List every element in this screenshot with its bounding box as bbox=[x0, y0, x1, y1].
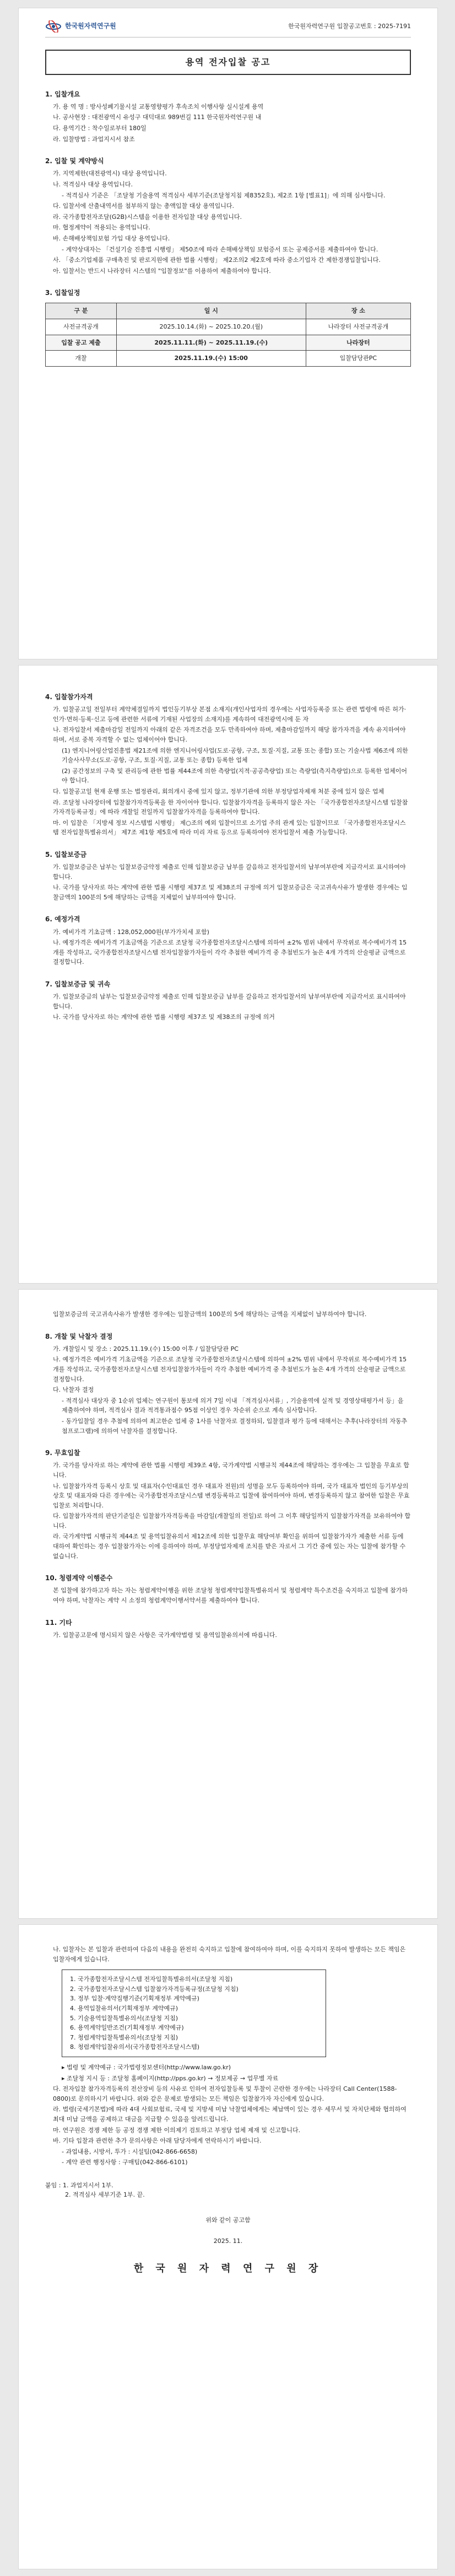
text-line: 라. 국가종합전자조달(G2B)시스템을 이용한 전자입찰 대상 용역입니다. bbox=[53, 213, 242, 221]
text-line: 다. 입찰참가자격의 판단기준일은 입찰참가자격등록을 마감일(개찰일의 전일)로 하여 그 이후 해당일까지 입찰참가자격을 보유하여야 합니다. bbox=[53, 1512, 411, 1530]
text-line: 아. 입찰서는 반드시 나라장터 시스템의 "입찰정보"를 이용하여 제출하여야 합니다. bbox=[53, 267, 271, 275]
text-line: 나. 전자입찰서 제출마감일 전일까지 아래의 같은 자격조건을 모두 만족하여야 하며, 제출마감일까지 해당 참가자격을 계속 유지하여야 하며, 서로 중복 자격할 수 없는 업체이어야 합니다. bbox=[53, 726, 406, 743]
text-line: 가. 지역제한(대전광역시) 대상 용역입니다. bbox=[53, 170, 167, 178]
notice-number: 한국원자력연구원 입찰공고번호 : 2025-7191 bbox=[288, 23, 411, 30]
list-item: 4. 용역입찰유의서(기획재정부 계약예규) bbox=[70, 2004, 178, 2012]
text-line: 바. 기타 입찰과 관련한 추가 문의사항은 아래 담당자에게 연락하시기 바랍니다. bbox=[53, 2137, 262, 2145]
attachment-line: 붙임 : 1. 과업지시서 1부. bbox=[45, 2181, 113, 2189]
text-line: 나. 입찰참가자격 등록시 상호 및 대표자(수인대표인 경우 대표자 전원)의 성명을 모두 등록하여야 하며, 국가 대표자 법인의 등기부상의 상호 및 대표자와 다른 경우에는 국가종합전자조달시스템 변경등록하고 입찰에 참여하여야 하며, 변경등록하지 않고 참여한 입찰은 무효입찰로 처리합니다. bbox=[53, 1482, 410, 1509]
section-heading: 5. 입찰보증금 bbox=[45, 850, 87, 858]
text-line: 나. 국가를 당사자로 하는 계약에 관한 법률 시행령 제37조 및 제38조의 규정에 의거 bbox=[53, 1013, 275, 1021]
text-line: 마. 협정계약이 적용되는 용역입니다. bbox=[53, 224, 150, 232]
text-line: 마. 이 입찰은 「지방세 정보 시스템법 시행령」 제○조의 예외 입찰이므로 소기업 주의 관계 있는 입찰이므로 「국가종합전자조달시스템 전자입찰특별유의서」 제7조 제1항 제5호에 따라 미리 자료 등으로 등록하여야 전자입찰서 제출 가능합니다. bbox=[53, 819, 406, 836]
text-line: ▸ 법령 및 계약예규 : 국가법령정보센터(http://www.law.go.kr) bbox=[62, 2063, 231, 2071]
text-line: 다. 입찰공고일 현재 운행 또는 법정관리, 회의개시 중에 있지 않고, 정부기관에 의한 부정당업자제재 처분 중에 있지 않은 업체 bbox=[53, 787, 384, 795]
text-line: 마. 연구원은 경쟁 제한 등 공정 경쟁 제한 이의제기 검토하고 부정당 업체 제재 및 신고합니다. bbox=[53, 2126, 301, 2134]
page-header bbox=[45, 20, 411, 37]
text-line: 라. 법령(국세기본법)에 따라 4대 사회보험료, 국세 및 지방세 미납 낙찰업체에게는 체납액이 있는 경우 세무서 및 자치단체와 협의하여 최대 미납 금액을 공제하고 대금을 지급할 수 있음을 알려드립니다. bbox=[53, 2106, 407, 2123]
institution-name: 한 국 원 자 력 연 구 원 장 bbox=[133, 2263, 323, 2275]
attachments bbox=[45, 2181, 411, 2200]
table-cell: 2025.11.11.(화) ~ 2025.11.19.(수) bbox=[116, 335, 306, 351]
text-line: - 동가입찰일 경우 추첨에 의하여 최고한순 업체 중 1사를 낙찰자로 결정하되, 입찰결과 평가 등에 대해서는 추후(나라장터의 자동추첨프로그램)에 의하여 낙찰자를 결정합니다. bbox=[62, 1417, 408, 1435]
text-line: (2) 공간정보의 구축 및 관리등에 관한 법률 제44조에 의한 측량업(지적·공공측량업) 또는 측량업(측지측량업)으로 등록한 업체이어야 합니다. bbox=[62, 767, 407, 785]
document-page-2 bbox=[18, 665, 438, 1284]
text-line: - 계약상대자는 「건설기술 진흥법 시행령」 제50조에 따라 손해배상책임 보험증서 또는 공제증서를 제출하여야 합니다. bbox=[62, 245, 378, 253]
table-row bbox=[46, 335, 411, 351]
text-line: 사. 「중소기업제품 구매촉진 및 판로지원에 관한 법률 시행령」 제2조의2 제2호에 따라 중소기업자 간 제한경쟁입찰입니다. bbox=[53, 256, 381, 264]
document-page-1 bbox=[18, 8, 438, 659]
text-line: - 과업내용, 시방서, 투가 : 시설팀(042-866-6658) bbox=[62, 2148, 198, 2155]
text-line: 가. 입찰보증금의 납부는 입찰보증금약정 제출로 인해 입찰보증금 납부를 갈음하고 전자입찰서의 납부여부란에 지급각서로 표시하여야 합니다. bbox=[53, 993, 406, 1010]
text-line: 가. 입찰공고일 전일부터 계약체결일까지 법인등기부상 본점 소재지(개인사업자의 경우에는 사업자등록증 또는 관련 법령에 따른 허가·인가·면허·등록·신고 등에 관련한 서류에 기재된 사업장의 소재지)를 계속하여 대전광역시에 둔 자 bbox=[53, 706, 407, 723]
list-item: 3. 정부 입찰·계약집행기준(기획재정부 계약예규) bbox=[70, 1995, 199, 2003]
table-cell: 나라장터 사전규격공개 bbox=[306, 319, 410, 335]
schedule-table bbox=[45, 303, 411, 366]
text-line: 다. 입찰서에 산출내역서를 첨부하지 않는 총액입찰 대상 용역입니다. bbox=[53, 202, 234, 210]
attachment-line: 2. 적격심사 세부기준 1부. 끝. bbox=[65, 2191, 145, 2199]
page-title: 용역 전자입찰 공고 bbox=[45, 50, 411, 75]
section-heading: 7. 입찰보증금 및 귀속 bbox=[45, 980, 111, 989]
list-item: 2. 국가종합전자조달시스템 입찰참가자격등록규정(조달청 지침) bbox=[70, 1985, 239, 1993]
text-line: 가. 용 역 명 : 방사성폐기물시설 교통영향평가 후속조치 이행사항 실시설계 용역 bbox=[53, 103, 264, 110]
text-line: 나. 국가를 당사자로 하는 계약에 관한 법률 시행령 제37조 및 제38조의 규정에 의거 입찰보증금은 국고귀속사유가 발생한 경우에는 입찰금액의 100분의 5에 해당하는 금액을 지체없이 납부하여야 합니다. bbox=[53, 884, 408, 901]
table-cell: 사전규격공개 bbox=[46, 319, 117, 335]
section-heading: 1. 입찰개요 bbox=[45, 90, 80, 98]
document-page-4 bbox=[18, 1924, 438, 2569]
text-line: 나. 예정가격은 예비가격 기초금액을 기준으로 조달청 국가종합전자조달시스템에 의하여 ±2% 범위 내에서 무작위로 복수예비가격 15개를 작성하고, 국가종합전자조달시스템 전자입찰참가자들이 각각 추첨한 예비가격 중 추첨빈도가 높은 4개 가격의 산술평균 금액으로 결정합니다. bbox=[53, 1356, 407, 1383]
section-heading: 2. 입찰 및 계약방식 bbox=[45, 157, 104, 165]
text-line: (1) 엔지니어링산업진흥법 제21조에 의한 엔지니어링사업(도로·공항, 구조, 토질·지질, 교통 또는 종합) 또는 기술사법 제6조에 의한 기술사사무소(도로·공항, 구조, 토질·지질, 교통 또는 종합) 등록한 업체 bbox=[62, 747, 408, 764]
list-item: 7. 청렴계약입찰특별유의서(조달청 지침) bbox=[70, 2033, 178, 2041]
text-line: 가. 입찰공고문에 명시되지 않은 사항은 국가계약법령 및 용역입찰유의서에 따릅니다. bbox=[53, 1631, 277, 1639]
text-line: 다. 낙찰자 결정 bbox=[53, 1386, 94, 1394]
list-item: 1. 국가종합전자조달시스템 전자입찰특별유의서(조달청 지침) bbox=[70, 1976, 233, 1983]
col-header: 구 분 bbox=[46, 303, 117, 319]
text-line: ▸ 조달청 지시 등 : 조달청 홈페이지(http://pps.go.kr) → 정보제공 → 업무별 자료 bbox=[62, 2074, 279, 2082]
section-heading: 3. 입찰일정 bbox=[45, 289, 80, 297]
closing-date: 2025. 11. bbox=[213, 2237, 243, 2245]
text-line: - 적격심사 기준은 「조달청 기술용역 적격심사 세부기준(조달청지침 제8352호), 제2조 1항 [별표1]」에 의해 심사합니다. bbox=[62, 191, 386, 199]
table-cell: 2025.10.14.(화) ~ 2025.10.20.(월) bbox=[116, 319, 306, 335]
table-row bbox=[46, 319, 411, 335]
table-cell: 2025.11.19.(수) 15:00 bbox=[116, 351, 306, 367]
text-line: 나. 예정가격은 예비가격 기초금액을 기준으로 조달청 국가종합전자조달시스템에 의하여 ±2% 범위 내에서 무작위로 복수예비가격 15개를 작성하고, 국가종합전자조달시스템 전자입찰참가자들이 각각 추첨한 예비가격 중 추첨빈도가 높은 4개 가격의 산술평균 금액으로 결정합니다. bbox=[53, 939, 407, 966]
col-header: 장 소 bbox=[306, 303, 410, 319]
text-line: 본 입찰에 참가하고자 하는 자는 청렴계약이행을 위한 조달청 청렴계약입찰특별유의서 및 청렴계약 특수조건을 숙지하고 입찰에 참가하여야 하며, 낙찰자는 계약 시 소정의 청렴계약이행서약서를 제출하여야 합니다. bbox=[53, 1587, 408, 1604]
closing-text: 위와 같이 공고함 bbox=[205, 2217, 251, 2224]
text-line: - 계약 관련 행정사항 : 구매팀(042-866-6101) bbox=[62, 2159, 188, 2166]
text-line: 나. 입찰자는 본 입찰과 관련하여 다음의 내용을 완전히 숙지하고 입찰에 참여하여야 하며, 이를 숙지하지 못하여 발생하는 모든 책임은 입찰자에게 있습니다. bbox=[53, 1946, 406, 1963]
text-line: 바. 손해배상책임보험 가입 대상 용역입니다. bbox=[53, 234, 170, 242]
org-name: 한국원자력연구원 bbox=[65, 22, 116, 30]
org-logo bbox=[45, 20, 116, 33]
text-line: 가. 국가를 당사자로 하는 계약에 관한 법률 시행령 제39조 4항, 국가계약법 시행규칙 제44조에 해당하는 경우에는 그 입찰을 무효로 합니다. bbox=[53, 1462, 409, 1479]
section-heading: 10. 청렴계약 이행준수 bbox=[45, 1574, 113, 1582]
table-cell: 입찰 공고 제출 bbox=[46, 335, 117, 351]
text-line: 다. 전자입찰 참가자격등록의 전산장비 등의 사유로 인하여 전자입찰등록 및 투찰이 곤란한 경우에는 나라장터 Call Center(1588-0800)로 문의하시기 바랍니다. 위와 같은 문제로 발생되는 모든 책임은 입찰참가자 자신에게 있습니다. bbox=[53, 2085, 397, 2102]
section-heading: 4. 입찰참가자격 bbox=[45, 693, 93, 701]
text-line: 라. 국가계약법 시행규칙 제44조 및 용역입찰유의서 제12조에 의한 입찰무효 해당여부 확인을 위하여 입찰참가자가 제출한 서류 등에 대하여 확인하는 경우 입찰참가자는 이에 응하여야 하며, 부정당업자제재 조치를 받은 자로서 그 기간 중에 있는 자는 입찰에 참가할 수 없습니다. bbox=[53, 1533, 406, 1560]
list-item: 8. 청렴계약입찰유의서(국가종합전자조달시스템) bbox=[70, 2043, 200, 2051]
kaeri-logo-icon bbox=[45, 20, 62, 33]
table-cell: 개찰 bbox=[46, 351, 117, 367]
table-cell: 나라장터 bbox=[306, 335, 410, 351]
table-header-row bbox=[46, 303, 411, 319]
text-line: 나. 공사현장 : 대전광역시 유성구 대덕대로 989번길 111 한국원자력연구원 내 bbox=[53, 114, 262, 121]
col-header: 일 시 bbox=[116, 303, 306, 319]
text-line: 입찰보증금의 국고귀속사유가 발생한 경우에는 입찰금액의 100분의 5에 해당하는 금액을 지체없이 납부하여야 합니다. bbox=[53, 1311, 367, 1318]
text-line: 가. 개찰일시 및 장소 : 2025.11.19.(수) 15:00 이후 / 입찰담당관 PC bbox=[53, 1345, 239, 1353]
text-line: 라. 입찰방법 : 과업지시서 참조 bbox=[53, 135, 135, 143]
document-page-3 bbox=[18, 1289, 438, 1919]
section-heading: 9. 무효입찰 bbox=[45, 1449, 80, 1457]
list-item: 5. 기술용역입찰특별유의서(조달청 지침) bbox=[70, 2014, 178, 2022]
text-line: 라. 조달청 나라장터에 입찰참가자격등록을 한 자이어야 합니다. 입찰참가자격을 등록하지 않은 자는 「국가종합전자조달시스템 입찰참가자격등록규정」에 따라 개찰일 전일까지 입찰참가자격을 등록하여야 합니다. bbox=[53, 798, 408, 816]
section-heading: 8. 개찰 및 낙찰자 결정 bbox=[45, 1332, 113, 1340]
list-item: 6. 용역계약일반조건(기획재정부 계약예규) bbox=[70, 2024, 184, 2032]
text-line: 가. 예비가격 기초금액 : 128,052,000원(부가가치세 포함) bbox=[53, 928, 209, 936]
section-heading: 11. 기타 bbox=[45, 1618, 72, 1627]
table-row bbox=[46, 351, 411, 367]
text-line: - 적격심사 대상자 중 1순위 업체는 연구원이 통보에 의거 7일 이내 「적격심사서류」, 기술용역에 실적 및 경영상태평가서 등」을 제출하여야 하며, 적격심사 결과 적격통과점수 95점 이상인 경우 차순위 순으로 계속 심사합니다. bbox=[62, 1397, 404, 1414]
table-cell: 입찰담당관PC bbox=[306, 351, 410, 367]
reference-list-box bbox=[62, 1969, 326, 2057]
text-line: 다. 용역기간 : 착수일로부터 180일 bbox=[53, 124, 147, 132]
section-heading: 6. 예정가격 bbox=[45, 915, 80, 924]
text-line: 가. 입찰보증금은 납부는 입찰보증금약정 제출로 인해 입찰보증금 납부를 갈음하고 전자입찰서의 납부여부란에 지급각서로 표시하여야 합니다. bbox=[53, 863, 406, 881]
text-line: 나. 적격심사 대상 용역입니다. bbox=[53, 180, 133, 188]
